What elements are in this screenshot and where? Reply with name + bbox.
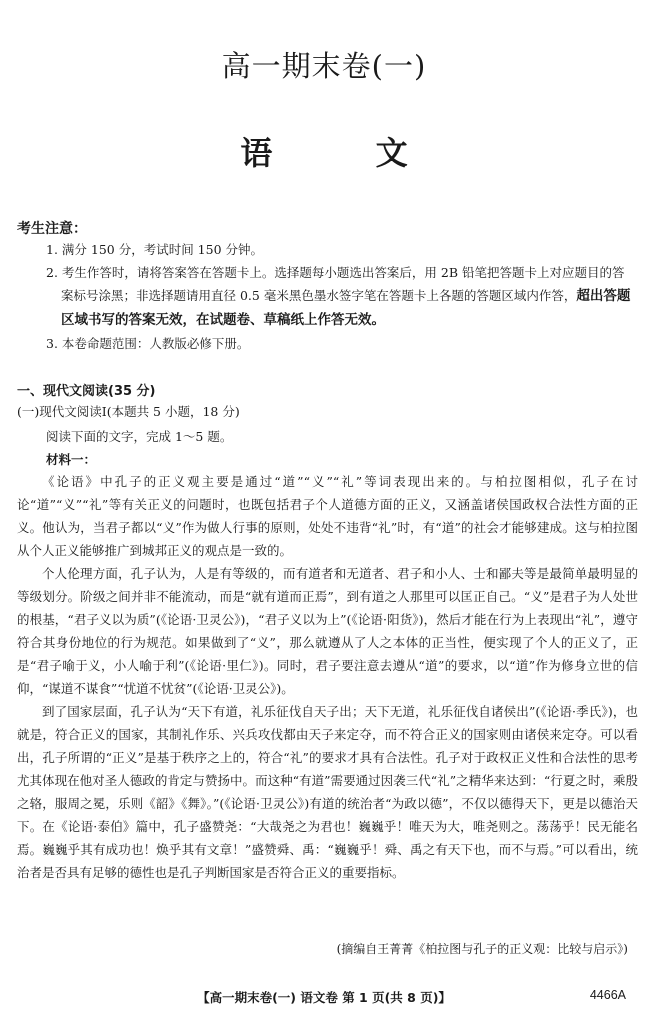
note-bold-text: 超出答题区域书写的答案无效，在试题卷、草稿纸上作答无效。 [61, 288, 631, 328]
section-heading: 一、现代文阅读(35 分) [17, 384, 156, 399]
passage-paragraph: 《论语》中孔子的正义观主要是通过“道”“义”“礼”等词表现出来的。与柏拉图相似，孔子在讨论“道”“义”“礼”等有关正义的问题时，也既包括君子个人道德方面的正义，又涵盖诸侯国政权合法性方面的正义。他认为，当君子都以“义”作为做人行事的原则，处处不违背“礼”时，有“道”的社会才能够建成。这与柏拉图从个人正义能够推广到城邦正义的观点是一致的。 [17, 474, 638, 558]
paper-code: 4466A [589, 988, 626, 1002]
note-item [46, 261, 636, 332]
notes-heading: 考生注意： [17, 221, 87, 237]
reading-instruction: 阅读下面的文字，完成 1～5 题。 [46, 429, 233, 444]
subsection-heading: (一)现代文阅读Ⅰ(本题共 5 小题，18 分) [17, 404, 240, 419]
material-label: 材料一： [46, 452, 97, 467]
note-item: 1. 满分 150 分，考试时间 150 分钟。 [46, 242, 264, 257]
notes-list [46, 238, 636, 355]
note-text: 2. 考生作答时，请将答案答在答题卡上。选择题每小题选出答案后，用 2B 铅笔把答题卡上对应题目的答案标号涂黑；非选择题请用直径 0.5 毫米黑色墨水签字笔在答题卡上各题的答题区域内作答， [46, 265, 625, 303]
passage-source: (摘编自王菁菁《柏拉图与孔子的正义观：比较与启示》) [336, 942, 628, 956]
passage-paragraph: 个人伦理方面，孔子认为，人是有等级的，而有道者和无道者、君子和小人、士和鄙夫等是最简单最明显的等级划分。阶级之间并非不能流动，而是“就有道而正焉”，到有道之人那里可以匡正自己。“义”是君子为人处世的根基，“君子义以为质”(《论语·卫灵公》)，“君子义以为上”(《论语·阳货》)，然后才能在行为上表现出“礼”，遵守符合其身份地位的行为规范。如果做到了“义”，那么就遵从了人之本体的正当性，便实现了个人的正义了，正是“君子喻于义，小人喻于利”(《论语·里仁》)。同时，君子要注意去遵从“道”的要求，以“道”作为修身立世的信仰，“谋道不谋食”“忧道不忧贫”(《论语·卫灵公》)。 [17, 566, 638, 696]
passage-paragraph: 到了国家层面，孔子认为“天下有道，礼乐征伐自天子出；天下无道，礼乐征伐自诸侯出”(《论语·季氏》)，也就是，符合正义的国家，其制礼作乐、兴兵攻伐都由天子来定夺，而不符合正义的国家则由诸侯来定夺。可以看出，孔子所谓的“正义”是基于秩序之上的，符合“礼”的要求才具有合法性。孔子对于政权正义性和合法性的思考尤其体现在他对圣人德政的肯定与赞扬中。而这种“有道”需要通过因袭三代“礼”之精华来达到：“行夏之时，乘殷之辂，服周之冕，乐则《韶》《舞》。”(《论语·卫灵公》)有道的统治者“为政以德”，不仅以德得天下，更是以德治天下。在《论语·泰伯》篇中，孔子盛赞尧：“大哉尧之为君也！巍巍乎！唯天为大，唯尧则之。荡荡乎！民无能名焉。巍巍乎其有成功也！焕乎其有文章！”盛赞舜、禹：“巍巍乎！舜、禹之有天下也，而不与焉。”可以看出，统治者是否具有足够的德性也是孔子判断国家是否符合正义的重要指标。 [17, 704, 638, 880]
page-footer: 【高一期末卷(一) 语文卷 第 1 页(共 8 页)】 [197, 990, 451, 1005]
exam-title: 高一期末卷(一) [221, 49, 427, 83]
note-item: 3. 本卷命题范围：人教版必修下册。 [46, 336, 250, 351]
subject-title: 语 文 [240, 134, 454, 172]
reading-passage [17, 470, 638, 884]
